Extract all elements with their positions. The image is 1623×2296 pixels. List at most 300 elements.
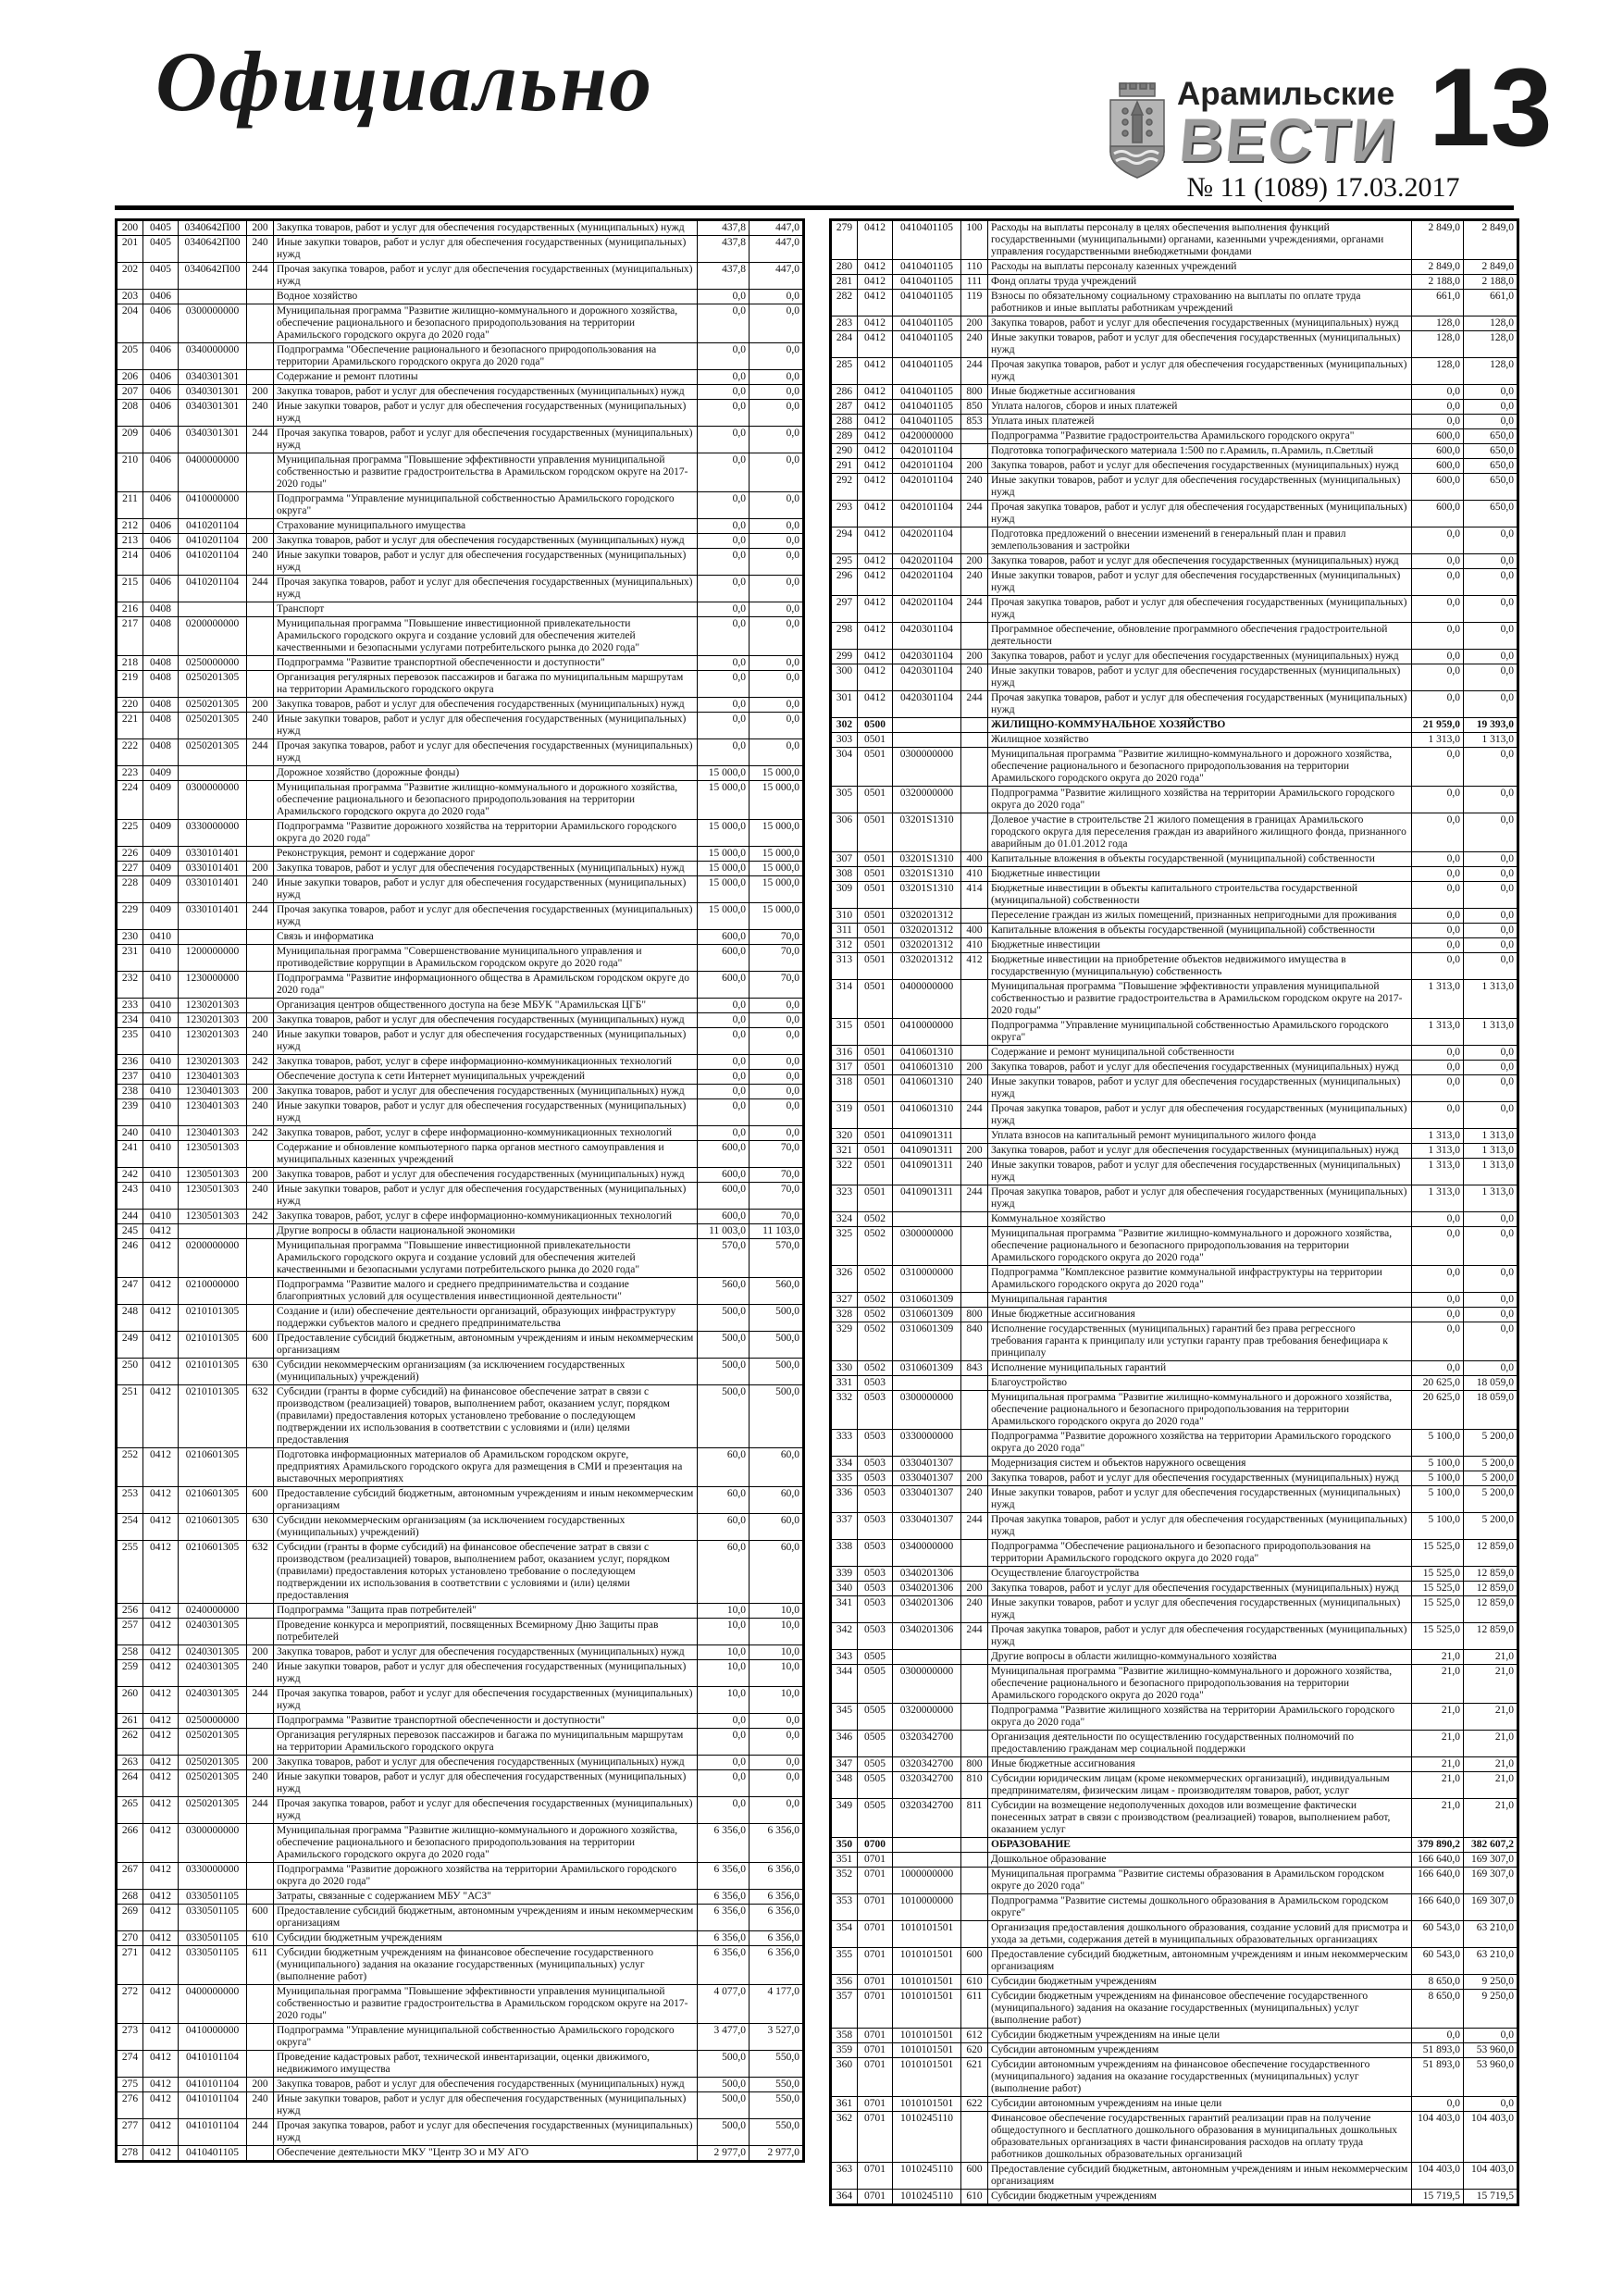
cell-row-number: 357 [831, 1990, 858, 2029]
table-row [831, 980, 1518, 1019]
cell-amount-col-2: 19 393,0 [1464, 718, 1518, 733]
cell-amount-col-1: 0,0 [1412, 787, 1464, 813]
cell-amount-col-1: 6 356,0 [698, 1946, 750, 1985]
table-row [117, 290, 804, 304]
cell-expense-type-code [961, 1376, 988, 1391]
cell-row-number: 277 [117, 2119, 143, 2146]
cell-row-number: 314 [831, 980, 858, 1019]
cell-target-article-code: 0410901311 [893, 1144, 961, 1159]
cell-section-code: 0501 [858, 787, 893, 813]
cell-row-number: 240 [117, 1126, 143, 1141]
table-row [117, 1714, 804, 1729]
cell-expense-type-code: 240 [247, 549, 274, 576]
cell-name: Переселение граждан из жилых помещений, признанных непригодными для проживания [988, 909, 1412, 924]
cell-expense-type-code: 111 [961, 275, 988, 290]
cell-target-article-code: 0250201305 [179, 713, 247, 739]
cell-target-article-code: 0340301301 [179, 400, 247, 427]
cell-target-article-code: 0420201104 [893, 596, 961, 623]
cell-amount-col-1: 10,0 [698, 1687, 750, 1714]
cell-section-code: 0412 [858, 459, 893, 474]
cell-expense-type-code: 240 [247, 1660, 274, 1687]
cell-target-article-code: 0410401105 [893, 400, 961, 415]
table-row [831, 1430, 1518, 1457]
cell-row-number: 273 [117, 2024, 143, 2051]
cell-name: Закупка товаров, работ и услуг для обеспечения государственных (муниципальных) нужд [274, 1013, 698, 1028]
cell-target-article-code: 0420201104 [893, 554, 961, 569]
cell-section-code: 0409 [143, 820, 179, 847]
cell-section-code: 0503 [858, 1391, 893, 1430]
table-row [831, 1185, 1518, 1212]
cell-expense-type-code: 800 [961, 1757, 988, 1772]
cell-row-number: 251 [117, 1385, 143, 1448]
cell-target-article-code: 0330501105 [179, 1890, 247, 1905]
cell-target-article-code: 0320201312 [893, 924, 961, 938]
cell-row-number: 268 [117, 1890, 143, 1905]
table-row [117, 1183, 804, 1210]
cell-amount-col-1: 6 356,0 [698, 1905, 750, 1931]
cell-target-article-code: 0310601309 [893, 1308, 961, 1322]
cell-row-number: 292 [831, 474, 858, 501]
cell-expense-type-code [247, 1141, 274, 1168]
cell-expense-type-code [961, 813, 988, 852]
cell-amount-col-1: 0,0 [1412, 1266, 1464, 1293]
cell-name: Иные закупки товаров, работ и услуг для обеспечения государственных (муниципальных) нужд [988, 331, 1412, 358]
cell-amount-col-1: 5 100,0 [1412, 1471, 1464, 1486]
cell-expense-type-code: 200 [961, 1471, 988, 1486]
cell-amount-col-1: 3 477,0 [698, 2024, 750, 2051]
cell-row-number: 245 [117, 1224, 143, 1239]
cell-amount-col-2: 11 103,0 [750, 1224, 804, 1239]
cell-row-number: 232 [117, 972, 143, 999]
table-row [117, 1085, 804, 1099]
table-row [831, 2190, 1518, 2205]
cell-name: Бюджетные инвестиции [988, 867, 1412, 882]
cell-expense-type-code [247, 847, 274, 862]
table-row [831, 1757, 1518, 1772]
cell-name: Иные бюджетные ассигнования [988, 1308, 1412, 1322]
table-row [117, 2119, 804, 2146]
cell-amount-col-1: 8 650,0 [1412, 1990, 1464, 2029]
cell-row-number: 359 [831, 2043, 858, 2058]
cell-row-number: 346 [831, 1731, 858, 1757]
cell-target-article-code: 0200000000 [179, 1239, 247, 1278]
cell-section-code: 0410 [143, 1055, 179, 1070]
cell-amount-col-1: 21,0 [1412, 1704, 1464, 1731]
cell-row-number: 354 [831, 1921, 858, 1948]
cell-target-article-code: 1230401303 [179, 1085, 247, 1099]
cell-name: Подпрограмма "Управление муниципальной собственностью Арамильского городского округа" [274, 492, 698, 519]
cell-amount-col-2: 500,0 [750, 1332, 804, 1359]
cell-amount-col-1: 0,0 [1412, 664, 1464, 691]
cell-row-number: 278 [117, 2146, 143, 2162]
cell-target-article-code: 1230401303 [179, 1070, 247, 1085]
cell-amount-col-1: 6 356,0 [698, 1824, 750, 1863]
cell-row-number: 323 [831, 1185, 858, 1212]
cell-expense-type-code: 840 [961, 1322, 988, 1361]
cell-amount-col-2: 21,0 [1464, 1757, 1518, 1772]
cell-section-code: 0501 [858, 938, 893, 953]
cell-name: Благоустройство [988, 1376, 1412, 1391]
cell-row-number: 289 [831, 429, 858, 444]
cell-amount-col-2: 6 356,0 [750, 1931, 804, 1946]
cell-expense-type-code: 119 [961, 290, 988, 316]
cell-name: Иные бюджетные ассигнования [988, 385, 1412, 400]
table-row [117, 1824, 804, 1863]
cell-expense-type-code [247, 2024, 274, 2051]
table-row [831, 1391, 1518, 1430]
table-row [831, 1596, 1518, 1623]
cell-section-code: 0406 [143, 400, 179, 427]
cell-amount-col-2: 60,0 [750, 1487, 804, 1514]
cell-section-code: 0412 [858, 554, 893, 569]
cell-expense-type-code [961, 1704, 988, 1731]
table-row [831, 1227, 1518, 1266]
cell-section-code: 0412 [858, 400, 893, 415]
cell-row-number: 229 [117, 903, 143, 930]
cell-expense-type-code [961, 1046, 988, 1061]
table-row [117, 1604, 804, 1619]
table-row [831, 596, 1518, 623]
cell-section-code: 0408 [143, 713, 179, 739]
cell-expense-type-code: 610 [247, 1931, 274, 1946]
cell-expense-type-code [961, 1868, 988, 1894]
cell-row-number: 210 [117, 453, 143, 492]
cell-name: Бюджетные инвестиции в объекты капитального строительства государственной (муниципальной) собственности [988, 882, 1412, 909]
cell-section-code: 0412 [143, 1604, 179, 1619]
table-row [117, 2146, 804, 2162]
cell-name: Содержание и ремонт муниципальной собственности [988, 1046, 1412, 1061]
cell-row-number: 358 [831, 2029, 858, 2043]
cell-amount-col-1: 500,0 [698, 1359, 750, 1385]
cell-name: Субсидии бюджетным учреждениям на финансовое обеспечение государственного (муниципального) задания на оказание государственных (муниципальных) услуг (выполнение работ) [274, 1946, 698, 1985]
table-row [831, 1665, 1518, 1704]
cell-amount-col-2: 0,0 [1464, 1075, 1518, 1102]
cell-section-code: 0412 [143, 1239, 179, 1278]
cell-amount-col-1: 15 525,0 [1412, 1567, 1464, 1582]
cell-amount-col-2: 6 356,0 [750, 1863, 804, 1890]
cell-amount-col-1: 15 525,0 [1412, 1623, 1464, 1650]
cell-section-code: 0405 [143, 263, 179, 290]
cell-section-code: 0412 [858, 429, 893, 444]
cell-name: Дорожное хозяйство (дорожные фонды) [274, 766, 698, 781]
table-row [117, 1514, 804, 1541]
cell-expense-type-code: 622 [961, 2097, 988, 2112]
cell-name: ОБРАЗОВАНИЕ [988, 1838, 1412, 1853]
cell-row-number: 243 [117, 1183, 143, 1210]
table-row [117, 1013, 804, 1028]
cell-section-code: 0406 [143, 370, 179, 385]
cell-amount-col-1: 15 000,0 [698, 820, 750, 847]
cell-target-article-code [179, 1224, 247, 1239]
cell-expense-type-code [247, 1239, 274, 1278]
cell-section-code: 0410 [143, 1013, 179, 1028]
cell-name: Иные закупки товаров, работ и услуг для обеспечения государственных (муниципальных) нужд [988, 569, 1412, 596]
cell-name: Подпрограмма "Управление муниципальной собственностью Арамильского городского округа" [274, 2024, 698, 2051]
cell-amount-col-2: 0,0 [1464, 852, 1518, 867]
cell-section-code: 0408 [143, 617, 179, 656]
cell-expense-type-code: 244 [961, 501, 988, 527]
cell-target-article-code: 0410101104 [179, 2119, 247, 2146]
cell-expense-type-code: 400 [961, 852, 988, 867]
cell-amount-col-1: 0,0 [1412, 2029, 1464, 2043]
cell-amount-col-2: 4 177,0 [750, 1985, 804, 2024]
cell-name: Расходы на выплаты персоналу в целях обеспечения выполнения функций государственными (муниципальными) органами, казенными учреждениями, органами управления государственными внебюджетными фондами [988, 220, 1412, 260]
cell-expense-type-code [247, 1729, 274, 1756]
cell-name: Обеспечение доступа к сети Интернет муниципальных учреждений [274, 1070, 698, 1085]
cell-name: Другие вопросы в области национальной экономики [274, 1224, 698, 1239]
table-row [831, 1061, 1518, 1075]
cell-name: Уплата взносов на капитальный ремонт муниципального жилого фонда [988, 1129, 1412, 1144]
cell-expense-type-code: 611 [247, 1946, 274, 1985]
cell-name: Подпрограмма "Развитие дорожного хозяйства на территории Арамильского городского округа до 2020 года" [988, 1430, 1412, 1457]
table-row [117, 656, 804, 671]
cell-name: Иные закупки товаров, работ и услуг для обеспечения государственных (муниципальных) нужд [988, 1159, 1412, 1185]
table-row [117, 972, 804, 999]
cell-amount-col-1: 10,0 [698, 1660, 750, 1687]
cell-amount-col-2: 70,0 [750, 972, 804, 999]
cell-amount-col-1: 0,0 [1412, 527, 1464, 554]
cell-section-code: 0701 [858, 1921, 893, 1948]
cell-expense-type-code [961, 1430, 988, 1457]
cell-amount-col-1: 0,0 [1412, 1322, 1464, 1361]
cell-target-article-code: 03201S1310 [893, 852, 961, 867]
cell-amount-col-2: 560,0 [750, 1278, 804, 1305]
cell-amount-col-1: 8 650,0 [1412, 1975, 1464, 1990]
cell-row-number: 300 [831, 664, 858, 691]
cell-row-number: 328 [831, 1308, 858, 1322]
table-row [831, 1894, 1518, 1921]
cell-name: Закупка товаров, работ и услуг для обеспечения государственных (муниципальных) нужд [988, 459, 1412, 474]
cell-row-number: 270 [117, 1931, 143, 1946]
cell-row-number: 364 [831, 2190, 858, 2205]
cell-target-article-code [893, 718, 961, 733]
cell-expense-type-code [247, 671, 274, 698]
cell-target-article-code: 1230201303 [179, 1055, 247, 1070]
cell-name: Создание и (или) обеспечение деятельности организаций, образующих инфраструктуру поддержки субъектов малого и среднего предпринимательства [274, 1305, 698, 1332]
cell-expense-type-code [961, 1731, 988, 1757]
cell-expense-type-code: 240 [961, 1075, 988, 1102]
cell-expense-type-code [961, 980, 988, 1019]
cell-row-number: 317 [831, 1061, 858, 1075]
cell-amount-col-1: 0,0 [698, 385, 750, 400]
cell-target-article-code [893, 1212, 961, 1227]
cell-amount-col-2: 0,0 [750, 290, 804, 304]
cell-expense-type-code: 200 [247, 534, 274, 549]
cell-section-code: 0505 [858, 1772, 893, 1799]
cell-section-code: 0410 [143, 930, 179, 945]
cell-amount-col-1: 2 849,0 [1412, 220, 1464, 260]
cell-section-code: 0412 [143, 1359, 179, 1385]
table-row [117, 1905, 804, 1931]
table-row [117, 930, 804, 945]
cell-name: Закупка товаров, работ, услуг в сфере информационно-коммуникационных технологий [274, 1055, 698, 1070]
cell-amount-col-2: 15 000,0 [750, 862, 804, 876]
cell-amount-col-2: 650,0 [1464, 444, 1518, 459]
cell-row-number: 327 [831, 1293, 858, 1308]
cell-target-article-code: 0330101401 [179, 862, 247, 876]
table-row [831, 331, 1518, 358]
cell-amount-col-2: 0,0 [750, 713, 804, 739]
cell-name: Предоставление субсидий бюджетным, автономным учреждениям и иным некоммерческим организациям [274, 1905, 698, 1931]
cell-amount-col-2: 0,0 [1464, 596, 1518, 623]
cell-amount-col-1: 6 356,0 [698, 1890, 750, 1905]
cell-section-code: 0501 [858, 924, 893, 938]
table-row [831, 260, 1518, 275]
cell-amount-col-1: 437,8 [698, 236, 750, 263]
cell-name: Подготовка топографического материала 1:500 по г.Арамиль, п.Арамиль, п.Светлый [988, 444, 1412, 459]
cell-expense-type-code: 410 [961, 938, 988, 953]
cell-target-article-code: 1010245110 [893, 2112, 961, 2163]
cell-amount-col-1: 21,0 [1412, 1772, 1464, 1799]
cell-name: Подпрограмма "Развитие дорожного хозяйства на территории Арамильского городского округа до 2020 года" [274, 820, 698, 847]
cell-amount-col-1: 104 403,0 [1412, 2163, 1464, 2190]
cell-row-number: 342 [831, 1623, 858, 1650]
cell-name: Иные закупки товаров, работ и услуг для обеспечения государственных (муниципальных) нужд [274, 1770, 698, 1797]
cell-amount-col-2: 128,0 [1464, 316, 1518, 331]
cell-amount-col-1: 51 893,0 [1412, 2058, 1464, 2097]
cell-section-code: 0409 [143, 876, 179, 903]
table-row [117, 999, 804, 1013]
cell-row-number: 269 [117, 1905, 143, 1931]
cell-amount-col-2: 0,0 [750, 385, 804, 400]
cell-amount-col-1: 0,0 [698, 1085, 750, 1099]
cell-amount-col-2: 0,0 [750, 1099, 804, 1126]
cell-amount-col-1: 51 893,0 [1412, 2043, 1464, 2058]
table-row [831, 1457, 1518, 1471]
cell-section-code: 0405 [143, 220, 179, 236]
cell-name: Дошкольное образование [988, 1853, 1412, 1868]
table-row [831, 554, 1518, 569]
cell-section-code: 0501 [858, 1046, 893, 1061]
cell-amount-col-1: 0,0 [698, 304, 750, 343]
cell-section-code: 0410 [143, 1126, 179, 1141]
cell-name: Муниципальная программа "Развитие жилищно-коммунального и дорожного хозяйства, обеспечение рационального и безопасного природопользования на территории Арамильского городского округа до 2020 года" [274, 781, 698, 820]
cell-amount-col-2: 0,0 [1464, 787, 1518, 813]
cell-amount-col-2: 0,0 [750, 304, 804, 343]
cell-row-number: 326 [831, 1266, 858, 1293]
table-row [117, 1660, 804, 1687]
cell-section-code: 0412 [858, 415, 893, 429]
cell-section-code: 0406 [143, 385, 179, 400]
cell-name: Муниципальная программа "Повышение эффективности управления муниципальной собственностью и развитие градостроительства в Арамильском городском округе на 2017-2020 годы" [274, 453, 698, 492]
cell-row-number: 252 [117, 1448, 143, 1487]
cell-amount-col-2: 3 527,0 [750, 2024, 804, 2051]
table-row [831, 1361, 1518, 1376]
cell-target-article-code: 0410901311 [893, 1129, 961, 1144]
cell-expense-type-code [247, 930, 274, 945]
cell-row-number: 295 [831, 554, 858, 569]
cell-amount-col-1: 5 100,0 [1412, 1430, 1464, 1457]
table-row [117, 1687, 804, 1714]
cell-amount-col-1: 0,0 [1412, 385, 1464, 400]
cell-name: Прочая закупка товаров, работ и услуг для обеспечения государственных (муниципальных) нужд [988, 1623, 1412, 1650]
cell-amount-col-2: 650,0 [1464, 501, 1518, 527]
cell-name: Прочая закупка товаров, работ и услуг для обеспечения государственных (муниципальных) нужд [988, 691, 1412, 718]
cell-amount-col-2: 550,0 [750, 2119, 804, 2146]
cell-amount-col-1: 0,0 [1412, 415, 1464, 429]
cell-expense-type-code: 200 [961, 1582, 988, 1596]
cell-amount-col-1: 0,0 [698, 1756, 750, 1770]
cell-amount-col-2: 169 307,0 [1464, 1894, 1518, 1921]
cell-expense-type-code [247, 781, 274, 820]
cell-target-article-code: 0200000000 [179, 617, 247, 656]
cell-expense-type-code: 200 [247, 1013, 274, 1028]
cell-amount-col-2: 0,0 [1464, 924, 1518, 938]
cell-name: Предоставление субсидий бюджетным, автономным учреждениям и иным некоммерческим организациям [988, 2163, 1412, 2190]
cell-row-number: 275 [117, 2078, 143, 2092]
cell-row-number: 224 [117, 781, 143, 820]
cell-section-code: 0405 [143, 236, 179, 263]
cell-target-article-code: 0410601310 [893, 1061, 961, 1075]
cell-row-number: 312 [831, 938, 858, 953]
cell-expense-type-code: 242 [247, 1210, 274, 1224]
cell-row-number: 302 [831, 718, 858, 733]
cell-section-code: 0412 [858, 385, 893, 400]
cell-amount-col-2: 0,0 [750, 519, 804, 534]
cell-amount-col-2: 10,0 [750, 1619, 804, 1645]
cell-amount-col-1: 600,0 [1412, 474, 1464, 501]
cell-row-number: 306 [831, 813, 858, 852]
cell-target-article-code: 0410601310 [893, 1075, 961, 1102]
cell-amount-col-2: 0,0 [1464, 1361, 1518, 1376]
cell-target-article-code: 0330401307 [893, 1457, 961, 1471]
cell-amount-col-2: 0,0 [750, 739, 804, 766]
cell-target-article-code: 0340000000 [893, 1540, 961, 1567]
cell-target-article-code: 0310000000 [893, 1266, 961, 1293]
table-row [831, 867, 1518, 882]
table-row [831, 1075, 1518, 1102]
cell-name: Фонд оплаты труда учреждений [988, 275, 1412, 290]
cell-row-number: 264 [117, 1770, 143, 1797]
cell-amount-col-2: 128,0 [1464, 358, 1518, 385]
cell-name: Модернизация систем и объектов наружного освещения [988, 1457, 1412, 1471]
cell-name: Подпрограмма "Развитие жилищного хозяйства на территории Арамильского городского округа до 2020 года" [988, 1704, 1412, 1731]
table-row [117, 1239, 804, 1278]
cell-section-code: 0408 [143, 656, 179, 671]
cell-amount-col-2: 650,0 [1464, 459, 1518, 474]
cell-section-code: 0406 [143, 492, 179, 519]
cell-target-article-code: 0410401105 [893, 331, 961, 358]
cell-amount-col-1: 0,0 [698, 602, 750, 617]
cell-amount-col-2: 15 000,0 [750, 781, 804, 820]
cell-row-number: 287 [831, 400, 858, 415]
table-row [831, 718, 1518, 733]
cell-amount-col-1: 437,8 [698, 220, 750, 236]
cell-name: Закупка товаров, работ и услуг для обеспечения государственных (муниципальных) нужд [274, 1645, 698, 1660]
cell-amount-col-2: 70,0 [750, 1183, 804, 1210]
table-row [117, 1305, 804, 1332]
cell-amount-col-2: 0,0 [750, 370, 804, 385]
table-row [117, 400, 804, 427]
cell-expense-type-code: 244 [961, 1513, 988, 1540]
cell-name: Иные закупки товаров, работ и услуг для обеспечения государственных (муниципальных) нужд [274, 1028, 698, 1055]
cell-target-article-code [893, 733, 961, 748]
cell-amount-col-2: 0,0 [1464, 1322, 1518, 1361]
cell-target-article-code: 1010101501 [893, 1921, 961, 1948]
table-row [117, 220, 804, 236]
cell-target-article-code: 0410000000 [179, 2024, 247, 2051]
cell-amount-col-1: 15 525,0 [1412, 1596, 1464, 1623]
cell-amount-col-1: 0,0 [698, 343, 750, 370]
table-row [117, 2092, 804, 2119]
table-row [831, 1129, 1518, 1144]
cell-target-article-code: 0300000000 [179, 781, 247, 820]
cell-amount-col-2: 0,0 [750, 698, 804, 713]
cell-section-code: 0412 [143, 2078, 179, 2092]
cell-row-number: 315 [831, 1019, 858, 1046]
cell-amount-col-1: 10,0 [698, 1619, 750, 1645]
cell-target-article-code: 0240301305 [179, 1619, 247, 1645]
